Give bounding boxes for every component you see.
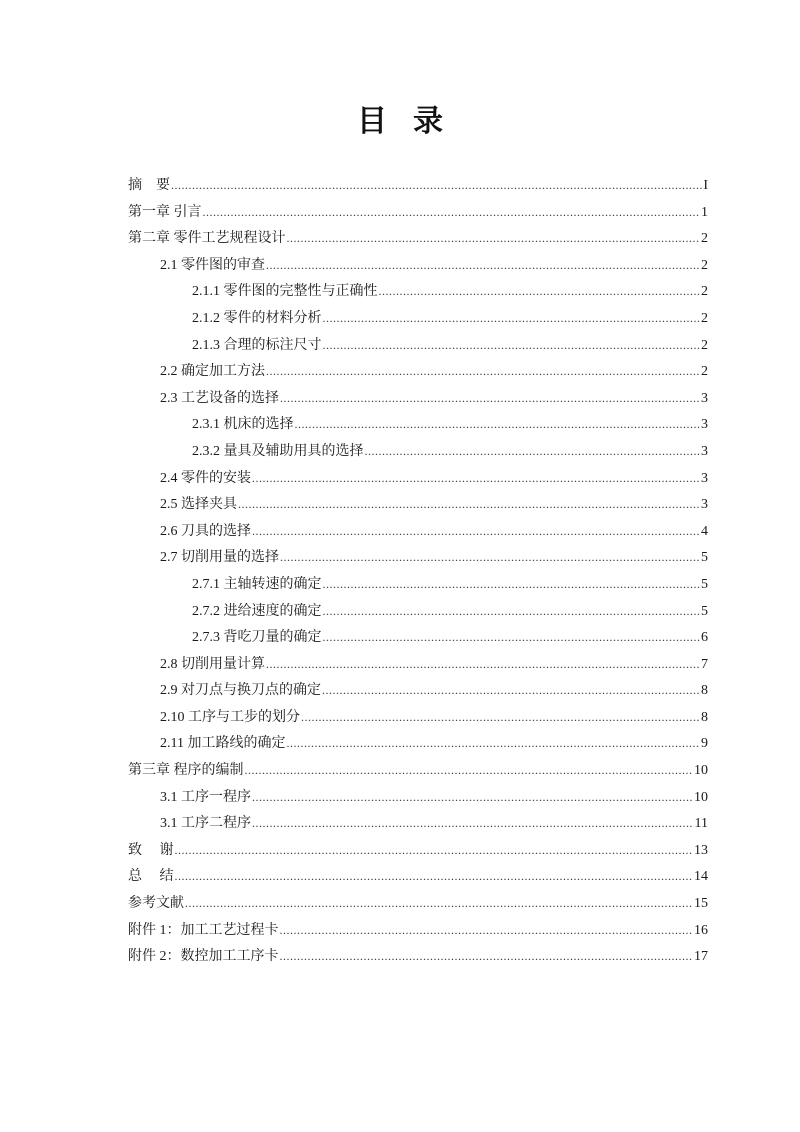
toc-entry-page: 4	[701, 523, 708, 539]
toc-entry-page: 3	[701, 443, 708, 459]
toc-entry-label: 参考文献	[128, 896, 184, 912]
dot-leader	[203, 199, 701, 226]
dot-leader	[322, 677, 700, 704]
toc-entry-page: 3	[701, 497, 708, 513]
toc-entry-label: 2.3.2 量具及辅助用具的选择	[192, 443, 364, 459]
toc-entry-label: 附件 2：数控加工工序卡	[128, 949, 279, 965]
toc-entry-abstract[interactable]	[128, 172, 708, 199]
toc-entry[interactable]	[128, 491, 708, 518]
toc-entry-label: 2.4 零件的安装	[160, 470, 251, 486]
dot-leader	[323, 598, 701, 625]
toc-entry[interactable]	[128, 943, 708, 970]
toc-entry-label: 致 谢	[128, 842, 174, 858]
toc-entry[interactable]	[128, 704, 708, 731]
dot-leader	[280, 917, 694, 944]
toc-entry[interactable]	[128, 305, 708, 332]
dot-leader	[280, 385, 700, 412]
toc-entry-label: 摘 要	[128, 178, 170, 193]
toc-entry-label: 总 结	[128, 869, 174, 885]
toc-entry-page: 2	[701, 284, 708, 300]
toc-entry-page: 2	[701, 231, 708, 247]
dot-leader	[238, 491, 700, 518]
toc-entry-page: I	[703, 178, 708, 193]
toc-entry-page: 13	[694, 842, 708, 858]
dot-leader	[252, 518, 700, 545]
toc-entry-page: 3	[701, 417, 708, 433]
toc-entry-page: 16	[694, 922, 708, 938]
toc-entry[interactable]	[128, 199, 708, 226]
dot-leader	[266, 252, 700, 279]
toc-entry-label: 2.8 切削用量计算	[160, 656, 265, 672]
toc-entry[interactable]	[128, 624, 708, 651]
toc-entry[interactable]	[128, 225, 708, 252]
toc-entry-label: 2.5 选择夹具	[160, 497, 237, 513]
dot-leader	[323, 624, 701, 651]
toc-entry-label: 3.1 工序一程序	[160, 789, 251, 805]
dot-leader	[286, 730, 700, 757]
toc-entry-label: 2.1 零件图的审查	[160, 257, 265, 273]
toc-entry-page: 7	[701, 656, 708, 672]
toc-entry[interactable]	[128, 757, 708, 784]
dot-leader	[280, 943, 694, 970]
toc-entry-page: 17	[694, 949, 708, 965]
dot-leader	[175, 837, 694, 864]
toc-entry[interactable]	[128, 730, 708, 757]
toc-entry-page: 1	[701, 204, 708, 220]
toc-entry-page: 14	[694, 869, 708, 885]
dot-leader	[252, 784, 693, 811]
toc-entry-label: 第一章 引言	[128, 204, 202, 220]
toc-entry[interactable]	[128, 358, 708, 385]
toc-entry-page: 3	[701, 470, 708, 486]
dot-leader	[323, 332, 701, 359]
toc-entry-page: 5	[701, 576, 708, 592]
toc-entry[interactable]	[128, 332, 708, 359]
toc-entry-page: 9	[701, 736, 708, 752]
toc-entry-page: 8	[701, 709, 708, 725]
toc-entry-label: 2.1.3 合理的标注尺寸	[192, 337, 322, 353]
toc-entry[interactable]	[128, 252, 708, 279]
dot-leader	[252, 810, 694, 837]
toc-entry-label: 2.7.2 进给速度的确定	[192, 603, 322, 619]
toc-entry[interactable]	[128, 651, 708, 678]
toc-entry[interactable]	[128, 810, 708, 837]
toc-entry-label: 附件 1：加工工艺过程卡	[128, 922, 279, 938]
toc-entry-label: 2.11 加工路线的确定	[160, 736, 286, 752]
toc-entry[interactable]	[128, 890, 708, 917]
toc-entry-label: 2.9 对刀点与换刀点的确定	[160, 683, 321, 699]
dot-leader	[280, 544, 700, 571]
toc-entry[interactable]	[128, 438, 708, 465]
toc-entry-label: 2.3 工艺设备的选择	[160, 390, 279, 406]
toc-entry[interactable]	[128, 411, 708, 438]
toc-entry-label: 3.1 工序二程序	[160, 816, 251, 832]
toc-entry-label: 2.10 工序与工步的划分	[160, 709, 300, 725]
table-of-contents	[128, 172, 708, 970]
toc-entry[interactable]	[128, 278, 708, 305]
toc-entry[interactable]	[128, 917, 708, 944]
toc-entry-page: 15	[694, 896, 708, 912]
toc-entry-page: 8	[701, 683, 708, 699]
dot-leader	[266, 651, 700, 678]
toc-entry[interactable]	[128, 784, 708, 811]
toc-entry-label: 2.7 切削用量的选择	[160, 550, 279, 566]
toc-entry[interactable]	[128, 518, 708, 545]
dot-leader	[301, 704, 700, 731]
dot-leader	[287, 225, 701, 252]
dot-leader	[252, 465, 700, 492]
toc-entry-label: 2.7.3 背吃刀量的确定	[192, 630, 322, 646]
toc-entry-page: 2	[701, 257, 708, 273]
toc-entry-label: 2.3.1 机床的选择	[192, 417, 294, 433]
toc-entry-page: 3	[701, 390, 708, 406]
toc-entry[interactable]	[128, 465, 708, 492]
toc-entry-label: 第三章 程序的编制	[128, 763, 244, 779]
dot-leader	[295, 411, 701, 438]
toc-entry-page: 10	[694, 789, 708, 805]
toc-entry[interactable]	[128, 385, 708, 412]
dot-leader	[266, 358, 700, 385]
toc-entry-page: 2	[701, 364, 708, 380]
dot-leader	[171, 172, 702, 199]
toc-entry[interactable]	[128, 571, 708, 598]
dot-leader	[379, 278, 701, 305]
dot-leader	[185, 890, 693, 917]
toc-entry[interactable]	[128, 677, 708, 704]
toc-entry-label: 第二章 零件工艺规程设计	[128, 231, 286, 247]
toc-entry-label: 2.1.2 零件的材料分析	[192, 310, 322, 326]
dot-leader	[245, 757, 694, 784]
toc-entry[interactable]	[128, 837, 708, 864]
toc-entry-label: 2.1.1 零件图的完整性与正确性	[192, 284, 378, 300]
page-title: 目录	[357, 104, 469, 139]
dot-leader	[365, 438, 701, 465]
toc-entry-page: 11	[694, 816, 708, 832]
toc-entry-label: 2.7.1 主轴转速的确定	[192, 576, 322, 592]
toc-entry-page: 5	[701, 603, 708, 619]
toc-entry[interactable]	[128, 544, 708, 571]
dot-leader	[175, 863, 694, 890]
toc-entry-label: 2.2 确定加工方法	[160, 364, 265, 380]
toc-entry[interactable]	[128, 598, 708, 625]
dot-leader	[323, 305, 701, 332]
toc-entry[interactable]	[128, 863, 708, 890]
toc-entry-page: 6	[701, 630, 708, 646]
toc-entry-page: 5	[701, 550, 708, 566]
dot-leader	[323, 571, 701, 598]
toc-entry-label: 2.6 刀具的选择	[160, 523, 251, 539]
toc-entry-page: 10	[694, 763, 708, 779]
toc-entry-page: 2	[701, 310, 708, 326]
toc-entry-page: 2	[701, 337, 708, 353]
